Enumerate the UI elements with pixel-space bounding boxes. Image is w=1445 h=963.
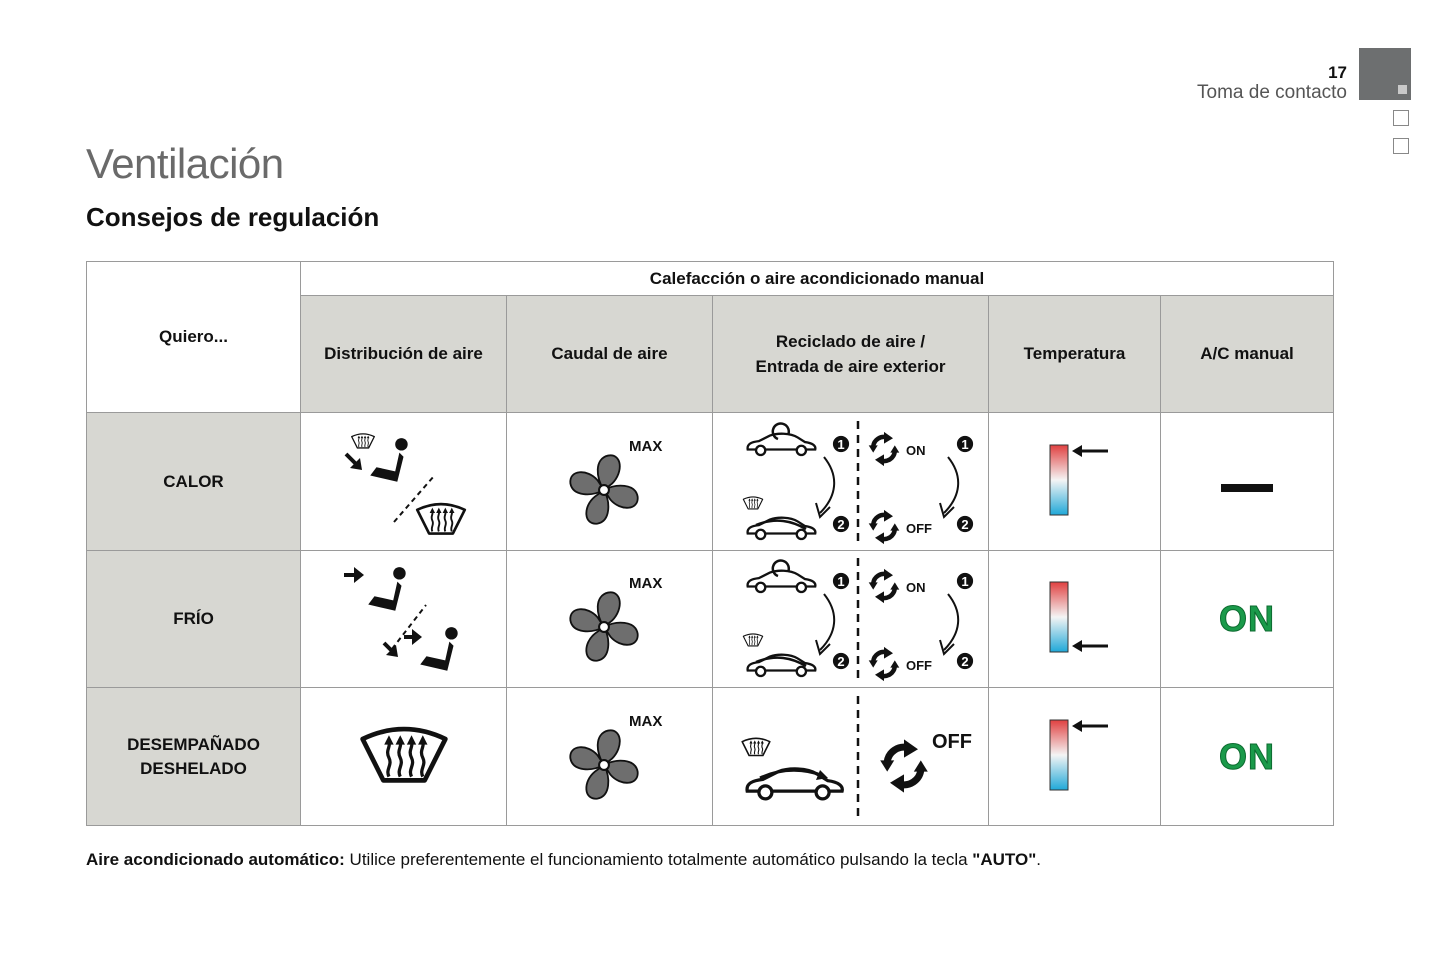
temperature-bar xyxy=(1050,720,1068,790)
arrow-left-icon xyxy=(1072,720,1082,732)
ac-on-label: ON xyxy=(1219,735,1276,777)
recirc-icon xyxy=(868,647,899,681)
windshield-defrost-icon xyxy=(362,729,445,780)
flow-defrost xyxy=(507,688,713,826)
ac-heat xyxy=(1161,413,1334,551)
temperature-cold xyxy=(989,551,1161,688)
chapter-tab xyxy=(1393,110,1409,126)
svg-text:1: 1 xyxy=(836,436,845,452)
temperature-defrost xyxy=(989,688,1161,826)
fan-max-label: MAX xyxy=(628,712,662,730)
flow-cold xyxy=(507,551,713,688)
header-want: Quiero... xyxy=(87,262,301,413)
header-distribution: Distribución de aire xyxy=(301,296,507,413)
ac-cold xyxy=(1161,551,1334,688)
defrost-small-icon xyxy=(743,496,762,508)
ac-on-label: ON xyxy=(1219,598,1276,639)
ac-off-dash xyxy=(1221,484,1273,492)
page-subtitle: Consejos de regulación xyxy=(86,202,380,232)
recirc-heat xyxy=(713,413,989,551)
svg-text:2: 2 xyxy=(960,516,969,532)
footer-key: "AUTO" xyxy=(972,850,1037,869)
header-recirc xyxy=(713,296,989,413)
footer-bold-prefix: Aire acondicionado automático: xyxy=(86,850,345,869)
header-group: Calefacción o aire acondicionado manual xyxy=(301,262,1334,296)
fan-max-label: MAX xyxy=(628,437,662,455)
recirc-on-label: ON xyxy=(905,580,925,595)
row-label-defrost-line2: DESHELADO xyxy=(140,758,247,778)
recirc-icon xyxy=(868,569,899,603)
svg-text:1: 1 xyxy=(960,574,969,589)
chapter-tab-active xyxy=(1359,48,1411,100)
temperature-bar xyxy=(1050,445,1068,515)
fan-icon xyxy=(570,455,637,523)
defrost-small-icon xyxy=(742,738,770,755)
temperature-heat xyxy=(989,413,1161,551)
car-outside-air-icon xyxy=(747,768,842,798)
row-label-defrost xyxy=(87,688,301,826)
car-recirc-icon xyxy=(747,433,815,454)
recirc-defrost xyxy=(713,688,989,826)
distribution-defrost xyxy=(301,688,507,826)
fan-icon xyxy=(570,730,637,798)
row-label-heat: CALOR xyxy=(87,413,301,551)
recirc-off-label: OFF xyxy=(905,658,932,673)
recirc-icon xyxy=(880,739,928,792)
person-icon xyxy=(420,627,457,671)
header-ac: A/C manual xyxy=(1161,296,1334,413)
page-title: Ventilación xyxy=(86,140,284,187)
distribution-cold xyxy=(301,551,507,688)
svg-text:2: 2 xyxy=(836,654,845,669)
svg-text:1: 1 xyxy=(836,574,845,589)
fan-icon xyxy=(570,592,637,660)
arrow-right-icon xyxy=(412,629,422,645)
recirc-off-label: OFF xyxy=(905,520,932,536)
person-icon xyxy=(368,567,405,611)
recirc-on-label: ON xyxy=(905,442,925,458)
footer-text: Utilice preferentemente el funcionamiento totalmente automático pulsando la tecla xyxy=(344,850,973,869)
windshield-defrost-icon xyxy=(417,504,465,533)
defrost-small-icon xyxy=(351,433,374,447)
defrost-small-icon xyxy=(743,634,762,646)
flow-heat xyxy=(507,413,713,551)
person-icon xyxy=(370,438,407,482)
arrow-right-icon xyxy=(354,567,364,583)
header-recirc-line1: Reciclado de aire / xyxy=(775,332,926,351)
page-number: 17 xyxy=(1328,63,1347,82)
arrow-left-icon xyxy=(1072,640,1082,652)
header-recirc-line2: Entrada de aire exterior xyxy=(755,357,946,376)
distribution-heat xyxy=(301,413,507,551)
row-label-cold: FRÍO xyxy=(87,551,301,688)
recirc-cold xyxy=(713,551,989,688)
fan-max-label: MAX xyxy=(628,575,662,592)
ac-defrost xyxy=(1161,688,1334,826)
header-flow: Caudal de aire xyxy=(507,296,713,413)
row-label-defrost-line1: DESEMPAÑADO xyxy=(127,734,260,754)
svg-text:1: 1 xyxy=(960,436,969,452)
arrow-left-icon xyxy=(1072,445,1082,457)
svg-text:2: 2 xyxy=(960,654,969,669)
recirc-icon xyxy=(868,431,899,465)
chapter-tab xyxy=(1393,138,1409,154)
footer-note xyxy=(86,850,1041,870)
section-name: Toma de contacto xyxy=(1197,82,1347,103)
recirc-icon xyxy=(868,509,899,543)
recirc-off-label: OFF xyxy=(931,730,972,753)
header-temperature: Temperatura xyxy=(989,296,1161,413)
footer-end: . xyxy=(1036,850,1042,869)
temperature-bar xyxy=(1050,582,1068,652)
car-recirc-icon xyxy=(747,571,815,592)
regulation-table xyxy=(86,261,1334,826)
svg-text:2: 2 xyxy=(836,516,845,532)
